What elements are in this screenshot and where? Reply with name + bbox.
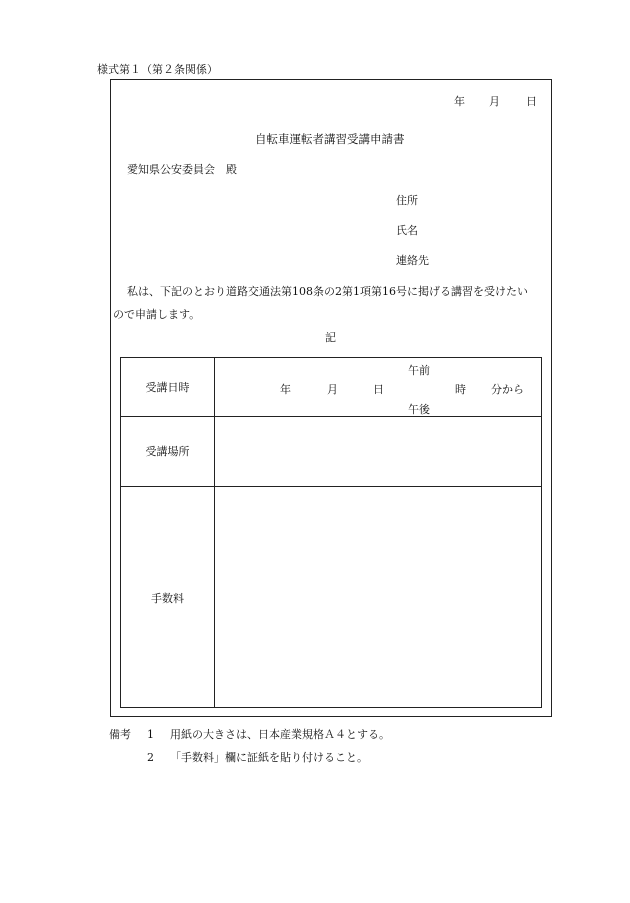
remarks-label: 備考 (109, 728, 131, 741)
ki-heading: 記 (325, 331, 336, 344)
attendance-hour-label: 時 (455, 383, 466, 396)
attendance-year-label: 年 (280, 383, 291, 396)
attendance-day-label: 日 (373, 383, 384, 396)
attendance-venue-label: 受講場所 (145, 445, 190, 458)
form-title: 自転車運転者講習受講申請書 (255, 132, 405, 146)
details-table (120, 357, 542, 708)
date-month-label: 月 (489, 95, 500, 108)
applicant-address-label: 住所 (396, 194, 418, 207)
request-text-line-2: ので申請します。 (113, 308, 201, 321)
pm-label: 午後 (408, 403, 430, 416)
date-year-label: 年 (454, 95, 465, 108)
addressee: 愛知県公安委員会 殿 (127, 163, 237, 176)
form-number-label: 様式第１（第２条関係） (97, 63, 218, 76)
remark-text: 用紙の大きさは、日本産業規格Ａ４とする。 (170, 728, 390, 741)
table-column-divider (214, 358, 215, 707)
fee-label: 手数料 (151, 592, 184, 605)
applicant-name-label: 氏名 (396, 224, 418, 237)
applicant-contact-label: 連絡先 (396, 254, 429, 267)
table-row-divider (121, 416, 541, 417)
attendance-date-label: 受講日時 (145, 381, 190, 394)
remark-number: 2 (147, 751, 154, 764)
table-row-divider (121, 486, 541, 487)
request-text-line-1: 私は、下記のとおり道路交通法第108条の2第1項第16号に掲げる講習を受けたい (127, 285, 528, 298)
date-day-label: 日 (526, 95, 537, 108)
remark-text: 「手数料」欄に証紙を貼り付けること。 (170, 751, 368, 764)
attendance-month-label: 月 (327, 383, 338, 396)
attendance-minutes-label: 分から (491, 383, 524, 396)
am-label: 午前 (408, 364, 430, 377)
remark-number: 1 (147, 728, 154, 741)
